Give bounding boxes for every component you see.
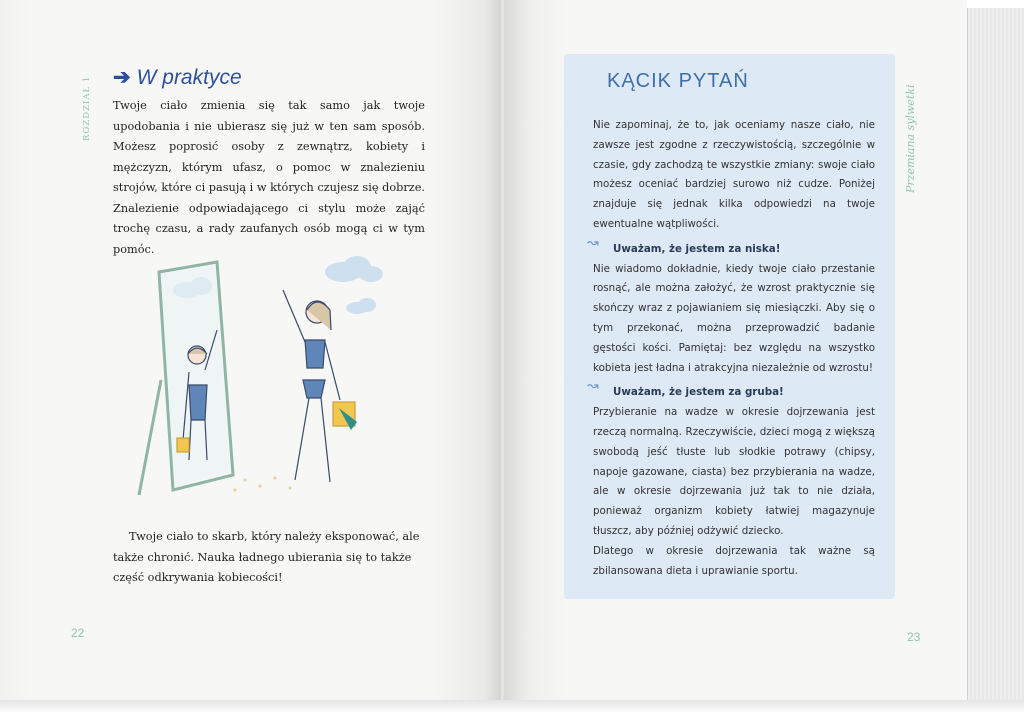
chapter-side-label: ROZDZIAŁ 1 bbox=[82, 75, 92, 141]
question-corner-text bbox=[587, 116, 875, 581]
cloud-icon bbox=[325, 256, 383, 282]
paragraph: Twoje ciało to skarb, który należy eksponować, ale także chronić. Nauka ładnego ubierania się to także część odkrywania kobiecości! bbox=[113, 530, 420, 584]
mirror-illustration bbox=[125, 250, 425, 500]
answer-1: Nie wiadomo dokładnie, kiedy twoje ciało przestanie rosnąć, ale można założyć, że wzrost praktycznie się skończy wraz z pojawianiem się miesiączki. Aby się o tym przekonać, można przeprowadzić badanie gęstości kości. Pamiętaj: bez względu na wszystko kobieta jest ładna i atrakcyjna niezależnie od wzrostu! bbox=[593, 262, 875, 374]
paragraph: Twoje ciało zmienia się tak samo jak twoje upodobania i nie ubierasz się już w ten sam sposób. Możesz poprosić osoby z zewnątrz, kobiety i mężczyzn, którym ufasz, o pomoc w znalezieniu strojów, które ci pasują i w których czujesz się dobrze. Znalezienie odpowiadającego ci stylu może zająć trochę czasu, a rady zaufanych osób mogą ci w tym pomóc. bbox=[113, 99, 425, 256]
box-title: KĄCIK PYTAŃ bbox=[607, 70, 749, 92]
book-shadow bbox=[0, 700, 1024, 714]
arrow-icon: ➔ bbox=[113, 66, 131, 89]
woman-figure bbox=[283, 290, 357, 482]
curved-arrow-icon: ↝ bbox=[587, 378, 599, 395]
heading-text: W praktyce bbox=[136, 66, 242, 89]
answer-2: Przybieranie na wadze w okresie dojrzewania jest rzeczą normalną. Rzeczywiście, dzieci mogą z większą swobodą jeść tłuste lub słodkie potrawy (chipsy, napoje gazowane, ciasta) bez przybierania na wadze, ale w okresie dojrzewania już tak to nie działa, ponieważ organizm kobiety łatwiej magazynuje tłuszcz, aby później odżywić dziecko. bbox=[593, 406, 875, 537]
page-edges bbox=[967, 8, 1024, 706]
question-1: ↝ Uważam, że jestem za niska! bbox=[587, 234, 781, 255]
answer-2b: Dlatego w okresie dojrzewania tak ważne są zbilansowana dieta i uprawianie sportu. bbox=[593, 544, 875, 577]
curved-arrow-icon: ↝ bbox=[587, 234, 599, 251]
section-side-label: Przemiana sylwetki bbox=[904, 84, 917, 193]
left-body-text-2 bbox=[113, 527, 425, 589]
page-number-left: 22 bbox=[71, 626, 85, 640]
question-2: ↝ Uważam, że jestem za gruba! bbox=[587, 378, 784, 399]
intro-paragraph: Nie zapominaj, że to, jak oceniamy nasze ciało, nie zawsze jest zgodne z rzeczywistością, szczególnie w czasie, gdy zachodzą te wszystkie zmiany: swoje ciało możesz oceniać bardziej surowo niż cudze. Poniżej znajduje się jednak kilka odpowiedzi na twoje ewentualne wątpliwości. bbox=[593, 119, 875, 230]
cloud-icon bbox=[346, 298, 376, 314]
section-heading bbox=[113, 65, 242, 90]
page-number-right: 23 bbox=[907, 630, 921, 644]
left-body-text bbox=[113, 96, 425, 260]
